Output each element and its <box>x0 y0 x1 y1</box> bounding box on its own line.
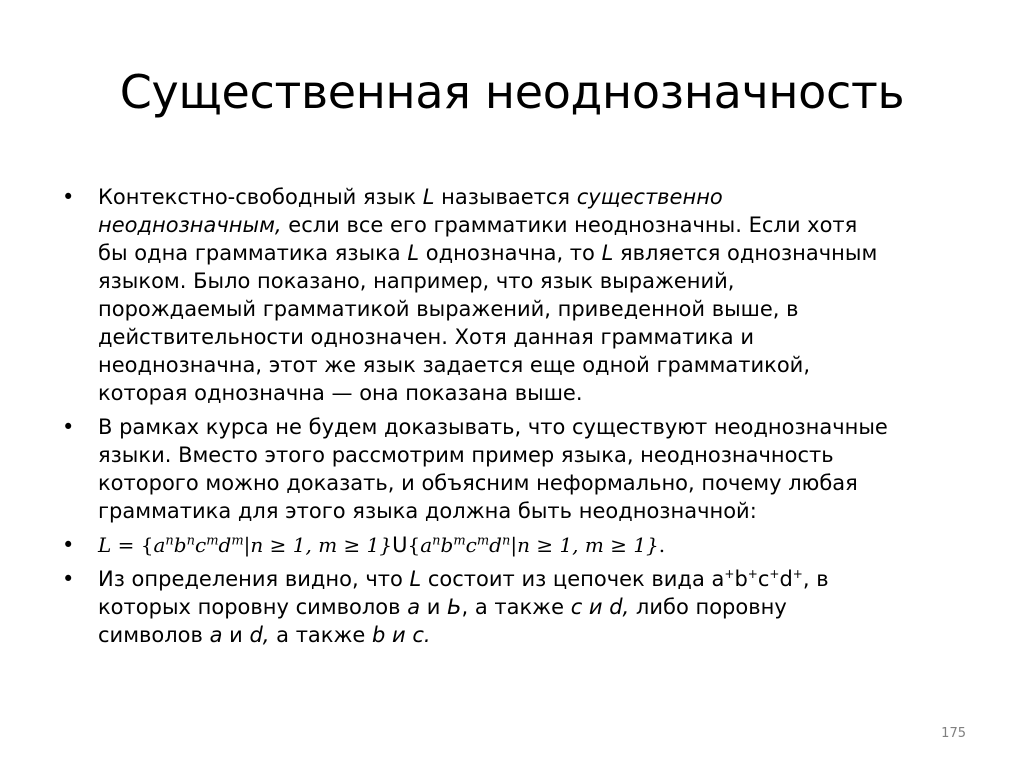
text-run: называется <box>434 185 577 209</box>
text-run: состоит из цепочек вида a <box>421 567 725 591</box>
text-run: Из определения видно, что <box>98 567 410 591</box>
language-formula: $L = \{a^nb^nc^md^m|n \ge 1$, m ≥ 1} <box>98 533 393 557</box>
slide-title: Существенная неоднозначность <box>119 65 905 119</box>
text-run: однозначна, то <box>419 241 602 265</box>
text-run: является однозначным языком. Было показано, например, что язык выражений, порождаемый грамматикой выражений, приведенной выше, в действительности однозначен. Хотя данная грамматика и неоднозначна, этот же язык задается еще одной грамматикой, которая однозначна — она показана выше. <box>98 241 878 405</box>
bullet-list <box>62 183 892 655</box>
page-number: 175 <box>941 726 966 741</box>
bullet-marker: • <box>62 415 75 439</box>
text-run: Контекстно-свободный язык <box>98 185 423 209</box>
emphasized-term: существенно неоднозначным, <box>98 185 723 237</box>
union-symbol: U <box>392 533 408 557</box>
bullet-marker: • <box>62 185 75 209</box>
italic-L: L <box>601 241 614 265</box>
italic-L: L <box>409 567 422 591</box>
italic-L: L <box>407 241 420 265</box>
italic-L: L <box>422 185 435 209</box>
bullet-formula <box>62 531 892 559</box>
bullet-definition <box>62 183 892 407</box>
bullet-course-note <box>62 413 892 525</box>
bullet-marker: • <box>62 533 75 557</box>
bullet-explanation: • Из определения видно, что L состоит из цепочек вида a+b+c+d+, в которых поровну символов a и Ь, а также с и d, либо поровну символов a и d, а также b и с. <box>62 567 829 647</box>
text-run: , в которых поровну символов <box>98 567 829 619</box>
bullet-marker: • <box>62 567 75 591</box>
language-formula-part2: {$a^nb^mc^md^n|n \ge 1$, m ≥ 1}. <box>407 533 666 557</box>
text-run: если все его грамматики неоднозначны. Если хотя бы одна грамматика языка <box>98 213 858 265</box>
text-run: В рамках курса не будем доказывать, что существуют неоднозначные языки. Вместо этого рассмотрим пример языка, неоднозначность которого можно доказать, и объясним неформально, почему любая грамматика для этого языка должна быть неоднозначной: <box>98 415 888 523</box>
